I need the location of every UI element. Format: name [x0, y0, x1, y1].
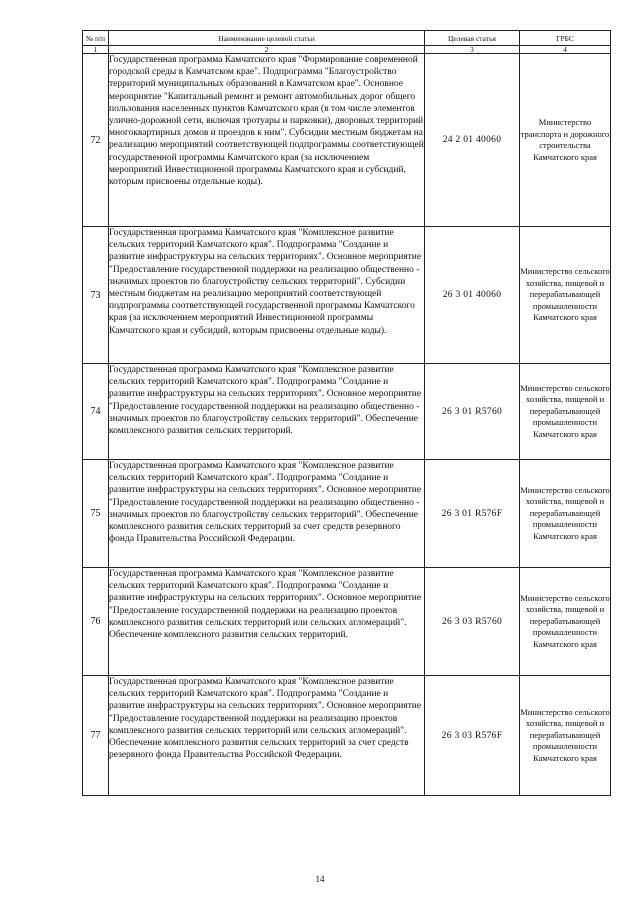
row-number: 72 [83, 54, 109, 227]
table-row [83, 460, 611, 568]
row-number: 73 [83, 227, 109, 364]
row-name: Государственная программа Камчатского края "Формирование современной городской среды в Камчатском крае". Подпрограмма "Благоустройство территорий муниципальных образований в Камчатском крае". Основное мероприятие "Капитальный ремонт и ремонт автомобильных дорог общего пользования населенных пунктов Камчатского края (в том числе элементов улично-дорожной сети, включая тротуары и парковки), дворовых территорий многоквартирных домов и проездов к ним". Субсидии местным бюджетам на реализацию мероприятий соответствующей подпрограммы соответствующей государственной программы Камчатского края (за исключением мероприятий Инвестиционной программы Камчатского края и субсидий, которым присвоены отдельные коды). [109, 54, 425, 227]
header-grbs: ГРБС [520, 31, 611, 46]
column-index-row [83, 46, 611, 54]
row-code: 26 3 03 R5760 [425, 568, 520, 676]
row-number: 77 [83, 676, 109, 796]
table-row [83, 568, 611, 676]
row-code: 26 3 01 R576F [425, 460, 520, 568]
row-grbs: Министерство сельского хозяйства, пищевой и перерабатывающей промышленности Камчатского края [520, 227, 611, 364]
table-header-row [83, 31, 611, 46]
row-grbs: Министерство сельского хозяйства, пищевой и перерабатывающей промышленности Камчатского края [520, 676, 611, 796]
row-name: Государственная программа Камчатского края "Комплексное развитие сельских территорий Камчатского края". Подпрограмма "Создание и развитие инфраструктуры на сельских территориях". Основное мероприятие "Предоставление государственной поддержки на реализацию общественно - значимых проектов по благоустройству сельских территорий". Обеспечение комплексного развития сельских территорий за счет средств резервного фонда Правительства Российской Федерации. [109, 460, 425, 568]
row-name: Государственная программа Камчатского края "Комплексное развитие сельских территорий Камчатского края". Подпрограмма "Создание и развитие инфраструктуры на сельских территориях". Основное мероприятие "Предоставление государственной поддержки на реализацию общественно - значимых проектов по благоустройству сельских территорий". Обеспечение комплексного развития сельских территорий. [109, 364, 425, 460]
row-number: 75 [83, 460, 109, 568]
column-index: 3 [425, 46, 520, 54]
column-index: 1 [83, 46, 109, 54]
header-code: Целевая статья [425, 31, 520, 46]
header-name: Наименование целевой статьи [109, 31, 425, 46]
row-code: 24 2 01 40060 [425, 54, 520, 227]
table-row [83, 676, 611, 796]
row-grbs: Министерство сельского хозяйства, пищевой и перерабатывающей промышленности Камчатского края [520, 460, 611, 568]
column-index: 2 [109, 46, 425, 54]
row-code: 26 3 03 R576F [425, 676, 520, 796]
table-row [83, 227, 611, 364]
row-code: 26 3 01 R5760 [425, 364, 520, 460]
row-grbs: Министерство сельского хозяйства, пищевой и перерабатывающей промышленности Камчатского края [520, 364, 611, 460]
header-num: № п/п [83, 31, 109, 46]
table-row [83, 364, 611, 460]
row-name: Государственная программа Камчатского края "Комплексное развитие сельских территорий Камчатского края". Подпрограмма "Создание и развитие инфраструктуры на сельских территориях". Основное мероприятие "Предоставление государственной поддержки на реализацию проектов комплексного развития сельских территорий или сельских агломераций". Обеспечение комплексного развития сельских территорий за счет средств резервного фонда Правительства Российской Федерации. [109, 676, 425, 796]
budget-codes-table [82, 30, 611, 796]
column-index: 4 [520, 46, 611, 54]
table-row [83, 54, 611, 227]
row-grbs: Министерство сельского хозяйства, пищевой и перерабатывающей промышленности Камчатского края [520, 568, 611, 676]
row-name: Государственная программа Камчатского края "Комплексное развитие сельских территорий Камчатского края". Подпрограмма "Создание и развитие инфраструктуры на сельских территориях". Основное мероприятие "Предоставление государственной поддержки на реализацию проектов комплексного развития сельских территорий или сельских агломераций". Обеспечение комплексного развития сельских территорий. [109, 568, 425, 676]
page-number: 14 [315, 874, 325, 884]
row-grbs: Министерство транспорта и дорожного строительства Камчатского края [520, 54, 611, 227]
row-number: 74 [83, 364, 109, 460]
row-code: 26 3 01 40060 [425, 227, 520, 364]
row-number: 76 [83, 568, 109, 676]
row-name: Государственная программа Камчатского края "Комплексное развитие сельских территорий Камчатского края". Подпрограмма "Создание и развитие инфраструктуры на сельских территориях". Основное мероприятие "Предоставление государственной поддержки на реализацию общественно - значимых проектов по благоустройству сельских территорий". Субсидии местным бюджетам на реализацию мероприятий соответствующей подпрограммы соответствующей государственной программы Камчатского края (за исключением мероприятий Инвестиционной программы Камчатского края и субсидий, которым присвоены отдельные коды). [109, 227, 425, 364]
